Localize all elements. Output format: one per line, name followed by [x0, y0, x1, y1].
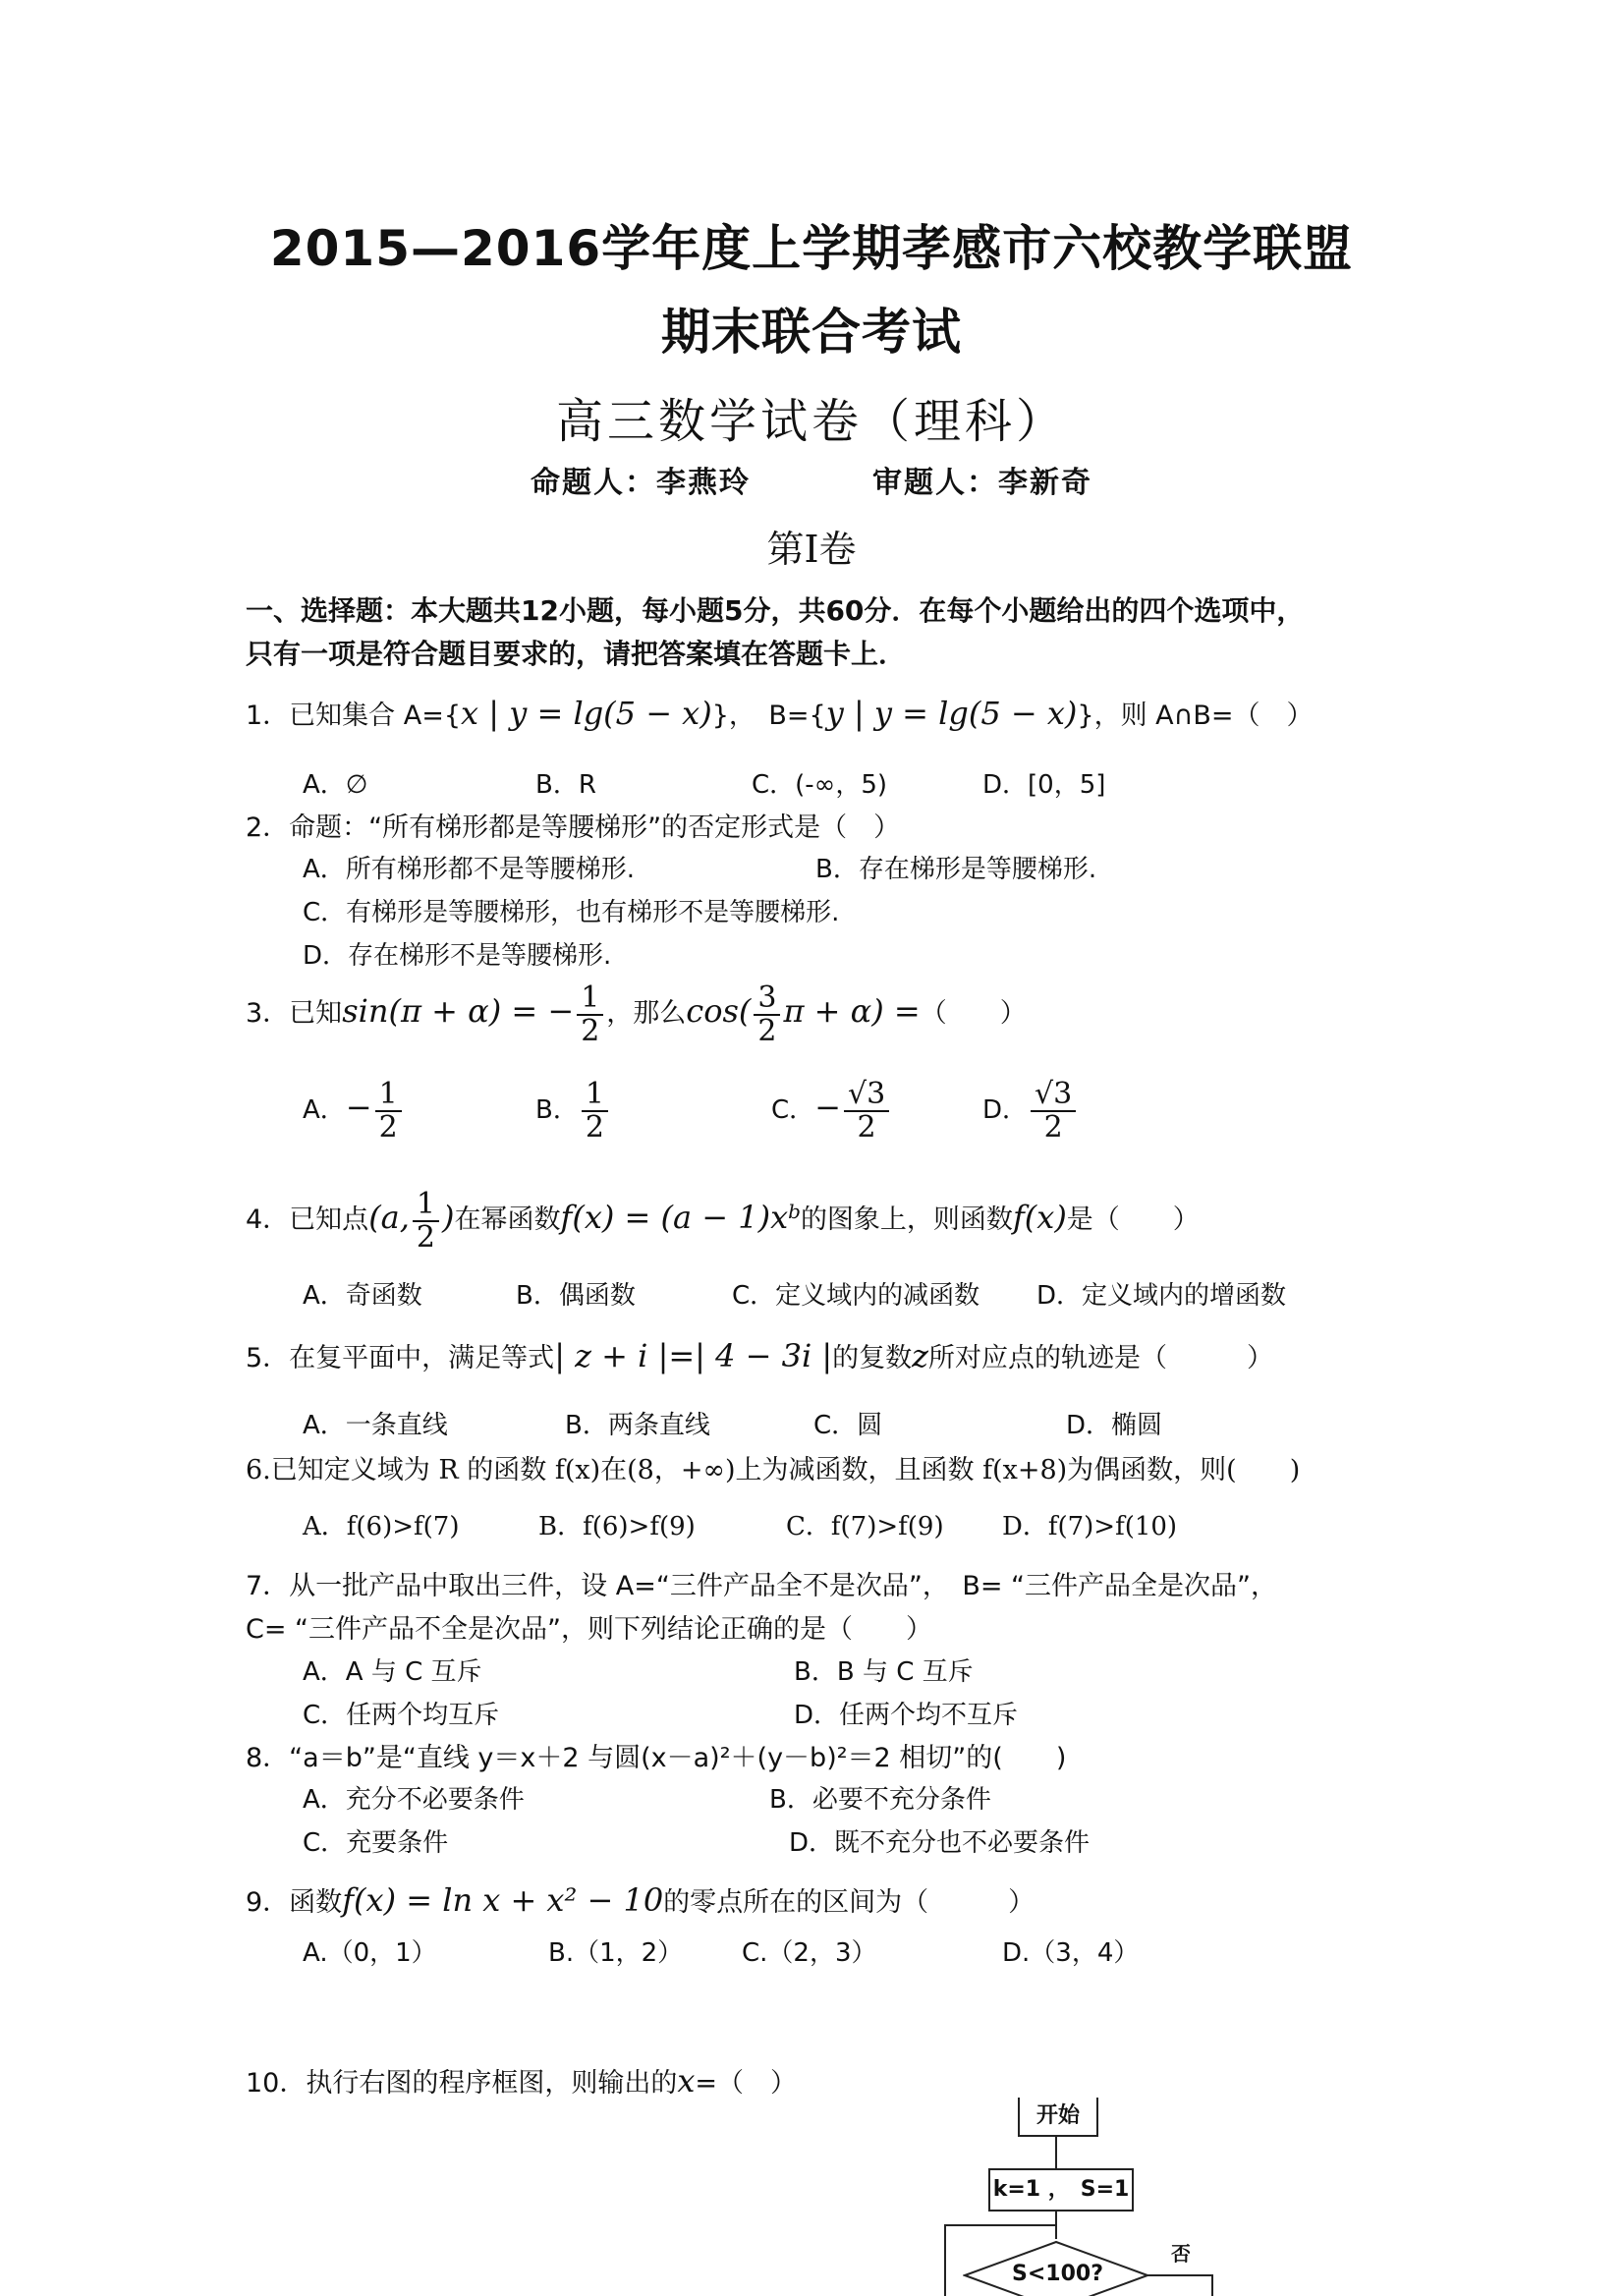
q1-set-a: x | y = lg(5 − x): [461, 695, 712, 732]
question-6-stem: 6.已知定义域为 R 的函数 f(x)在(8，+∞)上为减函数，且函数 f(x+8)为偶函数，则( ): [246, 1455, 1301, 1485]
q2-option-a: A．所有梯形都不是等腰梯形.: [303, 855, 636, 884]
q4-option-a: A．奇函数: [303, 1281, 422, 1311]
q5-option-c: C．圆: [813, 1411, 883, 1440]
q4-fraction-half: $\frac{1}{2}$: [413, 1189, 439, 1253]
q1-set-b: y | y = lg(5 − x): [825, 695, 1078, 732]
q2-option-c: C．有梯形是等腰梯形，也有梯形不是等腰梯形.: [303, 898, 840, 927]
q9-option-c: C.（2，3）: [742, 1938, 877, 1968]
q3-sin-expr: sin(π + α) = −: [342, 992, 575, 1030]
q5-option-d: D．椭圆: [1066, 1411, 1163, 1440]
question-7-line1: 7．从一批产品中取出三件，设 A=“三件产品全不是次品”， B= “三件产品全是次品”，: [246, 1571, 1278, 1601]
volume-heading: 第Ⅰ卷: [766, 528, 857, 571]
q9-option-b: B.（1，2）: [548, 1938, 684, 1968]
q2-option-b: B．存在梯形是等腰梯形.: [815, 855, 1097, 884]
flowchart-arrow-1: [1055, 2137, 1057, 2168]
q3-option-a: A．− $\frac{1}{2}$: [303, 1079, 405, 1143]
q6-option-a: A．f(6)>f(7): [303, 1512, 460, 1541]
question-2-stem: 2．命题：“所有梯形都是等腰梯形”的否定形式是（ ）: [246, 812, 901, 843]
q7-option-a: A．A 与 C 互斥: [303, 1657, 482, 1687]
q8-option-c: C．充要条件: [303, 1828, 449, 1858]
q4-option-c: C．定义域内的减函数: [732, 1281, 980, 1311]
q1-option-c: C．(-∞，5): [752, 770, 888, 800]
q1-option-b: B．R: [535, 770, 596, 800]
q4-power-function: f(x) = (a − 1)x: [560, 1199, 789, 1236]
q3-option-d: D． $\frac{√3}{2}$: [982, 1079, 1079, 1143]
q3-cos-expr-end: π + α) =: [783, 992, 921, 1030]
exam-title-line1: 2015—2016学年度上学期孝感市六校教学联盟: [269, 220, 1354, 277]
question-5-stem: 5．在复平面中，满足等式| z + i |=| 4 − 3i |的复数z所对应点的轨迹是（ ）: [246, 1337, 1274, 1374]
q7-option-b: B．B 与 C 互斥: [794, 1657, 974, 1687]
q8-option-d: D．既不充分也不必要条件: [789, 1828, 1091, 1858]
question-setter: 命题人：李燕玲: [531, 466, 751, 500]
question-4-stem: 4．已知点(a, $\frac{1}{2}$ )在幂函数$f(x) = (a - 1)x^b$的图象上，则函数f(x)是（ ）: [246, 1187, 1200, 1255]
exam-title-line2: 期末联合考试: [661, 304, 962, 361]
q8-option-b: B．必要不充分条件: [769, 1785, 991, 1815]
question-1-stem: [246, 694, 1314, 732]
q1-mid: }， B={: [711, 700, 826, 731]
q8-option-a: A．充分不必要条件: [303, 1785, 525, 1815]
flowchart-loop-top: [944, 2224, 1056, 2226]
q3-tail: （ ）: [920, 998, 1027, 1029]
q5-option-b: B．两条直线: [565, 1411, 710, 1440]
q5-equation: | z + i |=| 4 − 3i |: [554, 1337, 833, 1374]
q6-option-d: D．f(7)>f(10): [1002, 1512, 1178, 1541]
q7-option-c: C．任两个均互斥: [303, 1701, 500, 1730]
q3-fraction-half: $\frac{1}{2}$: [577, 982, 603, 1046]
q3-mid: ，那么: [606, 998, 687, 1029]
q4-lead: 4．已知点: [246, 1204, 369, 1235]
flowchart-no-label: 否: [1171, 2242, 1191, 2266]
question-reviewer: 审题人：李新奇: [872, 466, 1092, 500]
flowchart-start-box: 开始: [1018, 2098, 1098, 2137]
q9-function: f(x) = ln x + x² − 10: [342, 1881, 664, 1919]
flowchart-no-branch: [1147, 2274, 1213, 2276]
flowchart-loop-line: [944, 2224, 946, 2296]
q5-option-a: A．一条直线: [303, 1411, 448, 1440]
q9-option-a: A.（0，1）: [303, 1938, 437, 1968]
section-instructions-line2: 只有一项是符合题目要求的，请把答案填在答题卡上．: [246, 638, 907, 670]
question-7-line2: C= “三件产品不全是次品”，则下列结论正确的是（ ）: [246, 1614, 933, 1645]
q3-fraction-three-halves: $\frac{3}{2}$: [754, 982, 780, 1046]
question-3-stem: [246, 982, 1027, 1046]
q1-option-a: A．∅: [303, 770, 368, 800]
q4-tail: 是（ ）: [1066, 1204, 1200, 1235]
q1-option-d: D．[0，5]: [982, 770, 1106, 800]
q3-lead: 3．已知: [246, 998, 343, 1029]
q3-option-c: C．− $\frac{√3}{2}$: [771, 1079, 892, 1143]
q4-option-d: D．定义域内的增函数: [1036, 1281, 1287, 1311]
section-instructions-line1: 一、选择题：本大题共12小题，每小题5分，共60分．在每个小题给出的四个选项中，: [246, 594, 1305, 627]
q3-option-b: B． $\frac{1}{2}$: [535, 1079, 611, 1143]
q6-option-b: B．f(6)>f(9): [538, 1512, 696, 1541]
q6-option-c: C．f(7)>f(9): [786, 1512, 944, 1541]
q4-option-b: B．偶函数: [516, 1281, 636, 1311]
question-9-stem: 9．函数f(x) = ln x + x² − 10的零点所在的区间为（ ）: [246, 1881, 1035, 1919]
q4-mid: 在幂函数: [454, 1204, 561, 1235]
q4-mid2: 的图象上，则函数: [800, 1204, 1013, 1235]
q1-lead: 1．已知集合 A={: [246, 700, 462, 731]
q3-cos-expr: cos(: [686, 992, 752, 1030]
flowchart-init-box: k=1 ， S=1: [988, 2168, 1134, 2212]
q4-point: (a,: [368, 1199, 410, 1236]
q1-tail: }，则 A∩B=（ ）: [1077, 700, 1314, 731]
q2-option-d: D．存在梯形不是等腰梯形.: [303, 941, 612, 971]
q7-option-d: D．任两个均不互斥: [794, 1701, 1019, 1730]
question-8-stem: 8．“a＝b”是“直线 y＝x＋2 与圆(x－a)²＋(y－b)²＝2 相切”的( ): [246, 1743, 1067, 1773]
flowchart-condition: S<100?: [1012, 2262, 1103, 2286]
q9-option-d: D.（3，4）: [1002, 1938, 1140, 1968]
exam-subtitle: 高三数学试卷（理科）: [555, 394, 1067, 449]
question-10-stem: 10．执行右图的程序框图，则输出的x=（ ）: [246, 2062, 798, 2100]
flowchart-no-branch-down: [1211, 2274, 1213, 2296]
